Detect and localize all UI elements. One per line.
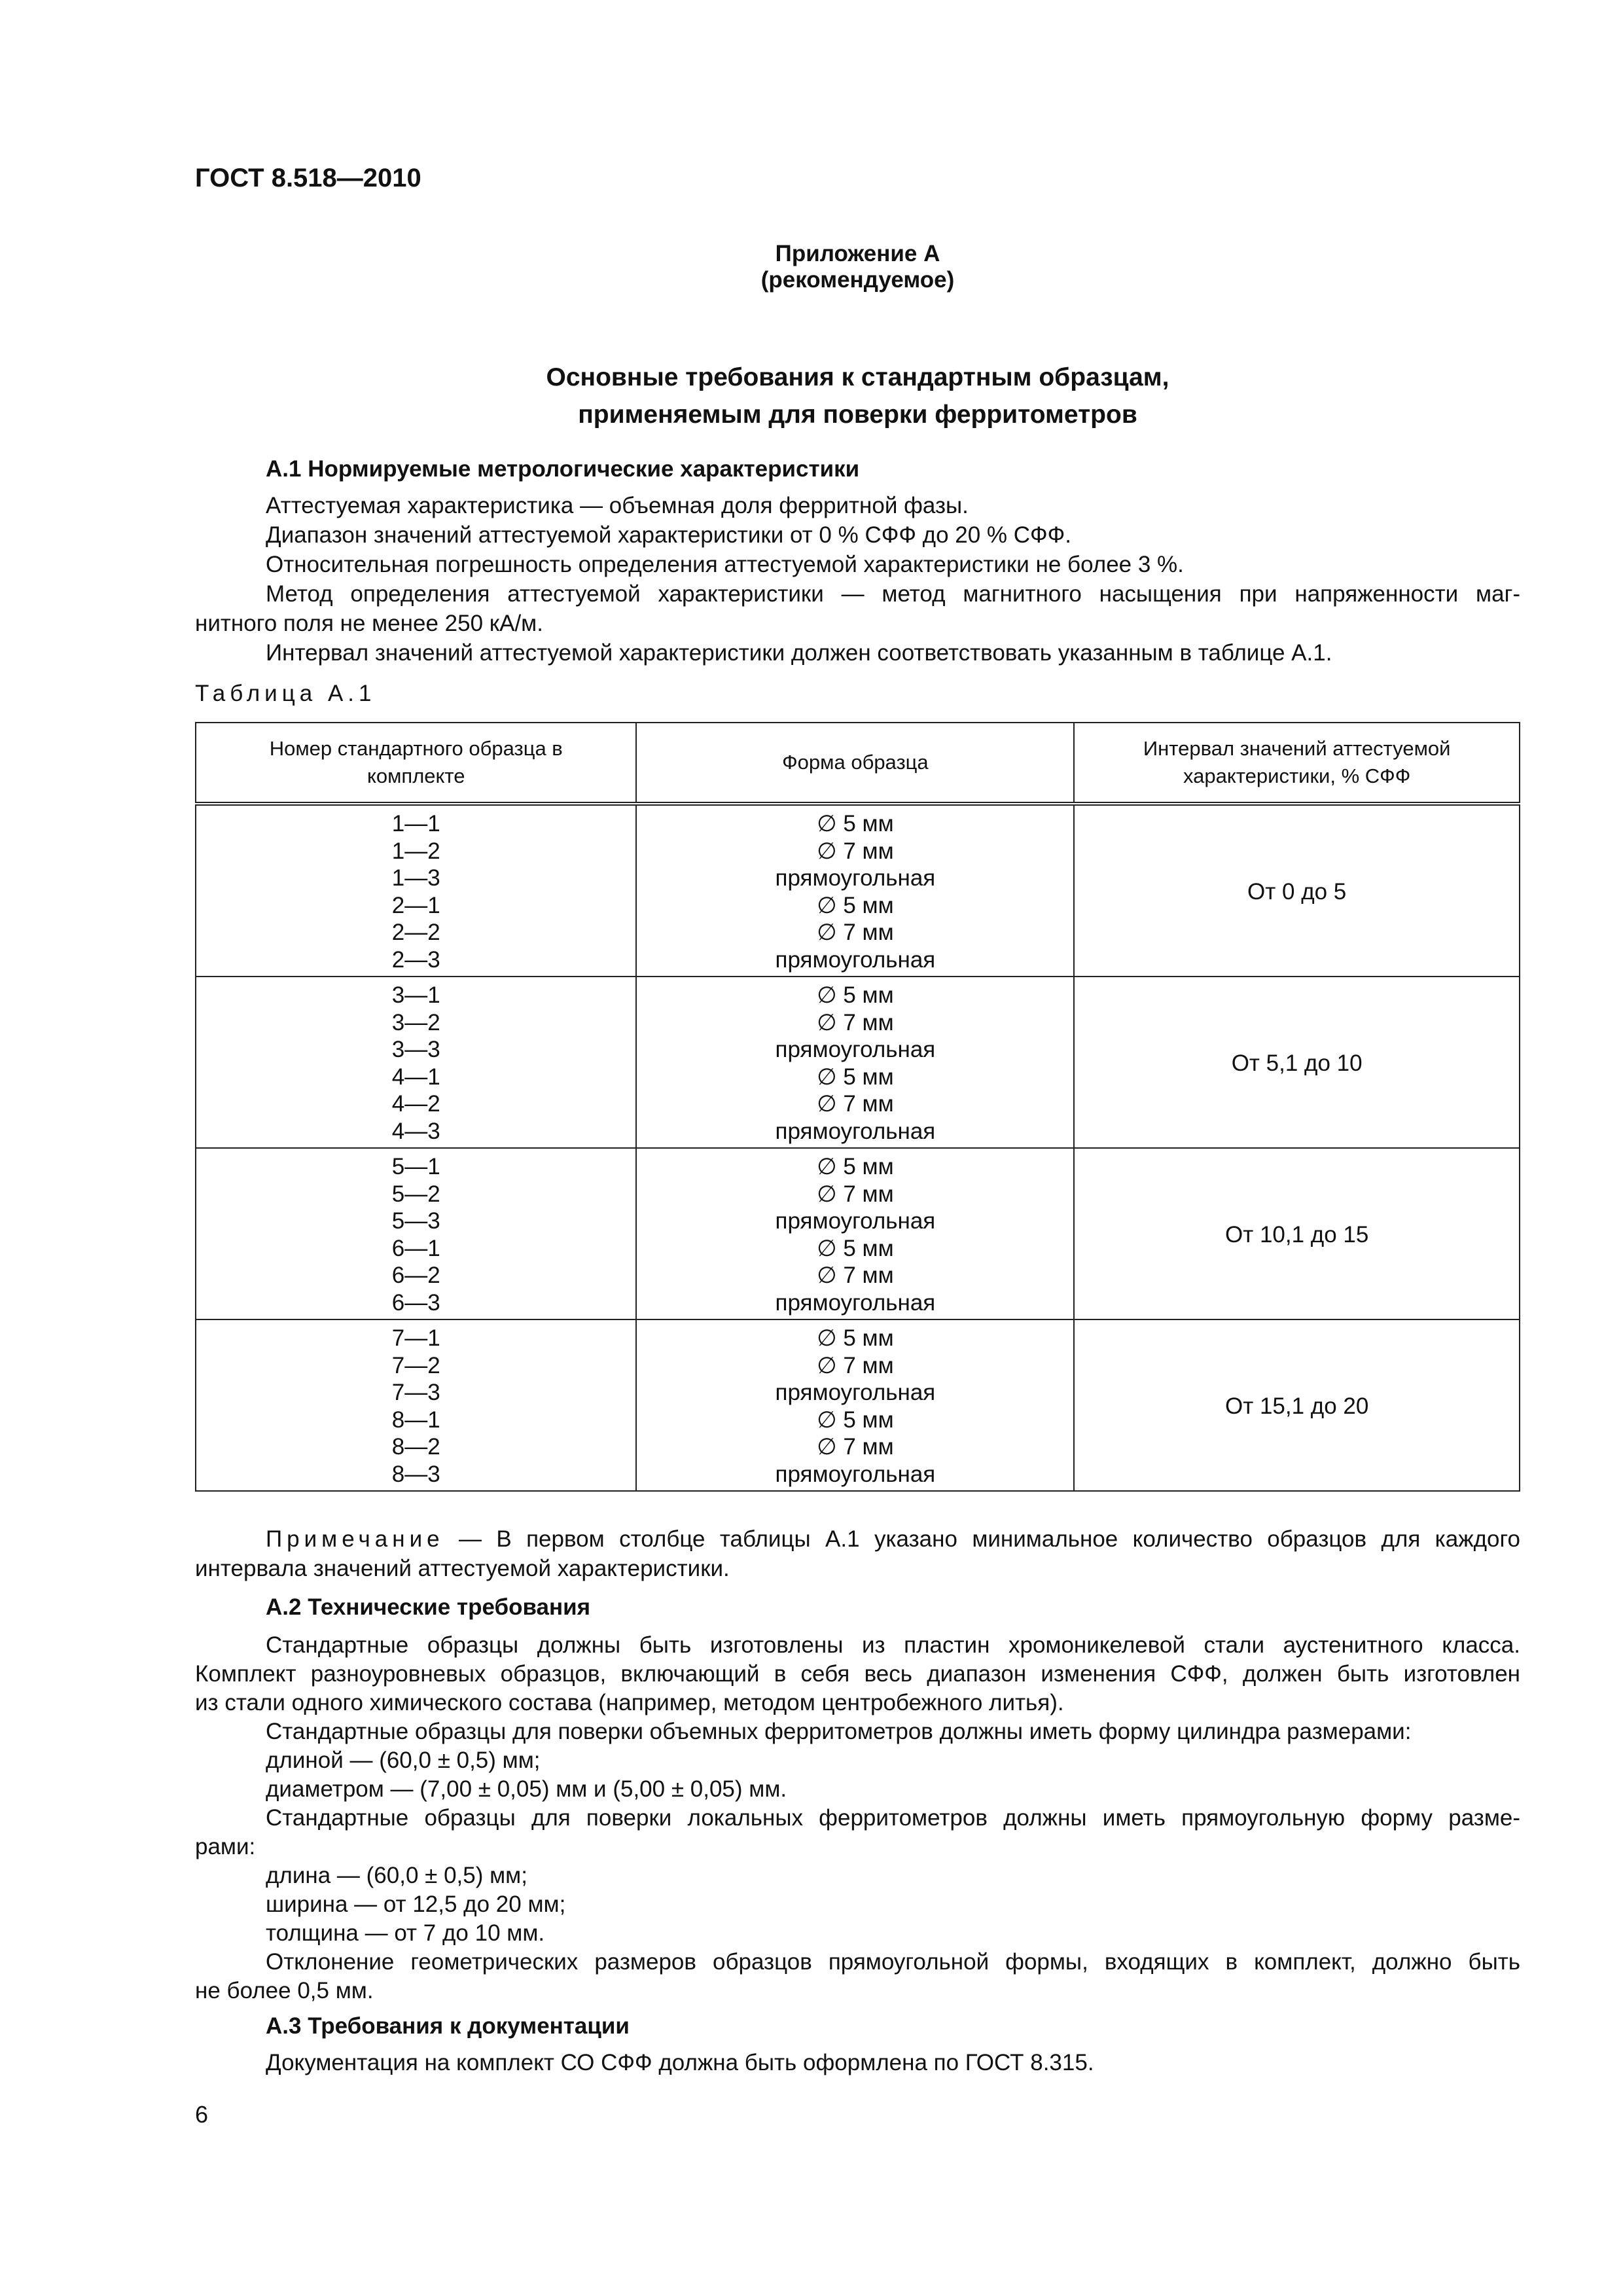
paragraph-line: толщина — от 7 до 10 мм. (266, 1920, 545, 1946)
paragraph-line: диаметром — (7,00 ± 0,05) мм и (5,00 ± 0,05) мм. (266, 1776, 787, 1802)
main-title-line: применяемым для поверки ферритометров (578, 401, 1137, 429)
sample-form: прямоугольная (775, 1461, 936, 1487)
column-header: Форма образца (636, 723, 1074, 804)
table-row (196, 1148, 1520, 1319)
sample-form: ∅ 5 мм (817, 1064, 894, 1090)
sample-form: ∅ 7 мм (817, 1263, 894, 1288)
paragraph-line: ширина — от 12,5 до 20 мм; (266, 1892, 566, 1917)
document-header: ГОСТ 8.518—2010 (195, 164, 421, 192)
sample-number: 4—2 (391, 1091, 440, 1117)
interval-cell: От 0 до 5 (1074, 804, 1520, 977)
sample-number: 2—3 (391, 946, 440, 973)
section-a3-text: Документация на комплект СО СФФ должна быть оформлена по ГОСТ 8.315. (266, 2050, 1094, 2075)
sample-number: 8—3 (391, 1461, 440, 1487)
sample-forms-cell (636, 804, 1074, 977)
appendix-title: Приложение А (775, 241, 940, 266)
sample-form: прямоугольная (775, 1208, 936, 1234)
paragraph-line: нитного поля не менее 250 кА/м. (195, 611, 543, 636)
sample-number: 6—3 (391, 1289, 440, 1316)
paragraph-line: длиной — (60,0 ± 0,5) мм; (266, 1748, 541, 1773)
sample-form: прямоугольная (775, 1118, 936, 1144)
table-header-row (196, 723, 1520, 804)
sample-number: 4—1 (391, 1064, 440, 1090)
sample-number: 4—3 (391, 1118, 440, 1144)
sample-number: 8—2 (391, 1434, 440, 1460)
column-header: Номер стандартного образца в комплекте (196, 723, 636, 804)
table-caption: Таблица А.1 (195, 681, 376, 706)
sample-form: прямоугольная (775, 1289, 936, 1316)
sample-number: 6—1 (391, 1235, 440, 1261)
sample-form: прямоугольная (775, 865, 936, 891)
paragraph-line: рами: (195, 1834, 256, 1859)
interval-cell: От 10,1 до 15 (1074, 1148, 1520, 1319)
paragraph-line: Отклонение геометрических размеров образцов прямоугольной формы, входящих в комплект, должно быть (266, 1949, 1520, 1975)
table-row (196, 977, 1520, 1148)
sample-number: 1—2 (391, 838, 440, 864)
main-title-line: Основные требования к стандартным образцам, (546, 363, 1169, 391)
sample-form: ∅ 7 мм (817, 1009, 894, 1035)
sample-number: 7—2 (391, 1352, 440, 1378)
interval-cell: От 15,1 до 20 (1074, 1319, 1520, 1491)
section-a3-heading: А.3 Требования к документации (266, 2013, 630, 2039)
sample-numbers-cell (196, 804, 636, 977)
paragraph-line: Комплект разноуровневых образцов, включающий в себя весь диапазон изменения СФФ, должен быть изготовлен (195, 1661, 1520, 1687)
sample-form: ∅ 7 мм (817, 920, 894, 945)
table-row (196, 804, 1520, 977)
section-a1-heading: А.1 Нормируемые метрологические характеристики (266, 456, 860, 482)
sample-number: 3—3 (391, 1037, 440, 1062)
paragraph-line: Диапазон значений аттестуемой характеристики от 0 % СФФ до 20 % СФФ. (266, 522, 1071, 548)
note-label: Примечание (266, 1526, 444, 1552)
appendix-status: (рекомендуемое) (760, 267, 955, 293)
paragraph-line: длина — (60,0 ± 0,5) мм; (266, 1863, 527, 1888)
sample-number: 7—3 (391, 1380, 440, 1405)
sample-number: 7—1 (391, 1325, 440, 1351)
sample-number: 5—1 (391, 1154, 440, 1179)
sample-numbers-cell (196, 977, 636, 1148)
page-number: 6 (195, 2101, 209, 2128)
sample-form: прямоугольная (775, 1380, 936, 1405)
sample-form: прямоугольная (775, 1037, 936, 1062)
sample-number: 8—1 (391, 1407, 440, 1433)
note-line: интервала значений аттестуемой характеристики. (195, 1556, 730, 1581)
sample-form: ∅ 5 мм (817, 811, 894, 836)
sample-form: ∅ 7 мм (817, 1352, 894, 1378)
section-a2-heading: А.2 Технические требования (266, 1594, 591, 1620)
paragraph-line: не более 0,5 мм. (195, 1978, 374, 2003)
table-row (196, 1319, 1520, 1491)
paragraph-line: Интервал значений аттестуемой характеристики должен соответствовать указанным в таблице А.1. (266, 640, 1332, 666)
sample-number: 5—3 (391, 1208, 440, 1234)
sample-form: ∅ 7 мм (817, 1181, 894, 1207)
sample-form: ∅ 7 мм (817, 1434, 894, 1460)
column-header: Интервал значений аттестуемой характеристики, % СФФ (1074, 723, 1520, 804)
sample-number: 5—2 (391, 1181, 440, 1207)
paragraph-line: из стали одного химического состава (например, методом центробежного литья). (195, 1690, 1064, 1715)
sample-forms-cell (636, 1148, 1074, 1319)
sample-forms-cell (636, 1319, 1074, 1491)
sample-number: 6—2 (391, 1263, 440, 1288)
sample-numbers-cell (196, 1319, 636, 1491)
sample-number: 2—2 (391, 920, 440, 945)
sample-form: ∅ 7 мм (817, 1091, 894, 1117)
sample-form: ∅ 5 мм (817, 1154, 894, 1179)
interval-cell: От 5,1 до 10 (1074, 977, 1520, 1148)
sample-form: ∅ 5 мм (817, 892, 894, 918)
sample-number: 3—1 (391, 982, 440, 1008)
paragraph-line: Метод определения аттестуемой характеристики — метод магнитного насыщения при напряженности маг- (266, 581, 1520, 607)
sample-form: ∅ 5 мм (817, 1407, 894, 1433)
paragraph-line: Стандартные образцы должны быть изготовлены из пластин хромоникелевой стали аустенитного класса. (266, 1632, 1520, 1658)
sample-form: прямоугольная (775, 946, 936, 973)
paragraph-line: Аттестуемая характеристика — объемная доля ферритной фазы. (266, 493, 969, 518)
sample-number: 3—2 (391, 1009, 440, 1035)
paragraph-line: Стандартные образцы для поверки объемных ферритометров должны иметь форму цилиндра размерами: (266, 1719, 1412, 1744)
sample-number: 2—1 (391, 892, 440, 918)
sample-numbers-cell (196, 1148, 636, 1319)
sample-number: 1—1 (391, 811, 440, 836)
note-text: — В первом столбце таблицы А.1 указано минимальное количество образцов для каждого (458, 1526, 1520, 1552)
sample-form: ∅ 5 мм (817, 1235, 894, 1261)
note-line (266, 1525, 1520, 1554)
paragraph-line: Стандартные образцы для поверки локальных ферритометров должны иметь прямоугольную форму разме- (266, 1805, 1520, 1831)
paragraph-line: Относительная погрешность определения аттестуемой характеристики не более 3 %. (266, 552, 1184, 577)
sample-forms-cell (636, 977, 1074, 1148)
sample-form: ∅ 7 мм (817, 838, 894, 864)
sample-number: 1—3 (391, 865, 440, 891)
sample-form: ∅ 5 мм (817, 982, 894, 1008)
table-a1 (195, 722, 1520, 1492)
sample-form: ∅ 5 мм (817, 1325, 894, 1351)
